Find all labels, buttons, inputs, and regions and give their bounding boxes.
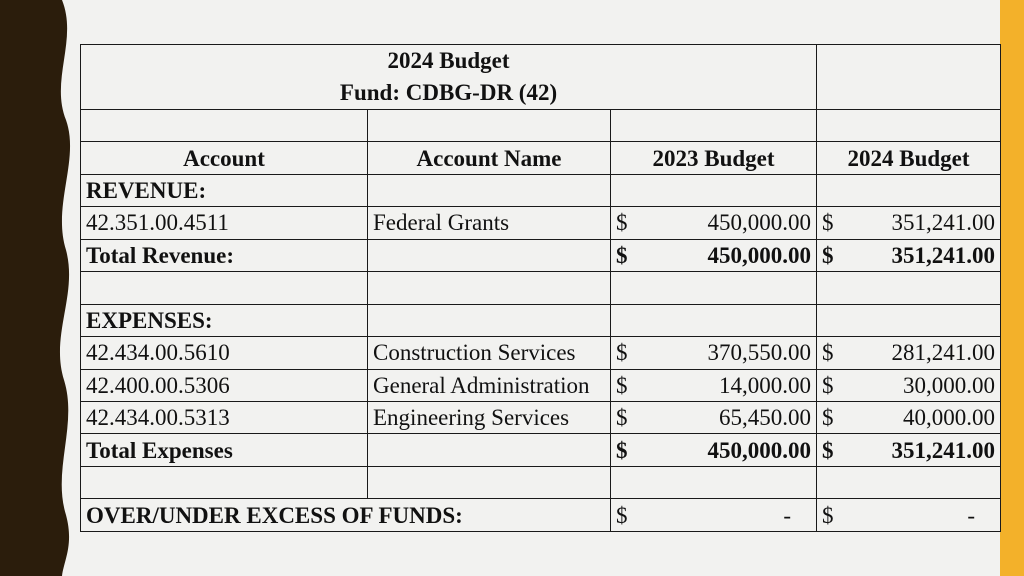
amount-2023: 450,000.00: [707, 210, 812, 236]
currency-symbol: $: [616, 210, 628, 236]
currency-symbol: $: [822, 340, 834, 366]
total-expenses-2023: 450,000.00: [707, 437, 812, 463]
account-name: Federal Grants: [368, 207, 611, 239]
account-number: 42.351.00.4511: [81, 207, 368, 239]
table-row: [81, 401, 1001, 433]
spacer-row: [81, 109, 1001, 141]
currency-symbol: $: [822, 502, 834, 528]
currency-symbol: $: [616, 340, 628, 366]
header-2023-budget: 2023 Budget: [611, 142, 817, 174]
currency-symbol: $: [822, 405, 834, 431]
expenses-section-row: [81, 304, 1001, 336]
currency-symbol: $: [822, 242, 834, 268]
currency-symbol: $: [822, 437, 834, 463]
accent-bar: [1000, 0, 1024, 576]
total-revenue-2023: 450,000.00: [707, 242, 812, 268]
over-under-label: OVER/UNDER EXCESS OF FUNDS:: [81, 499, 611, 532]
total-expenses-label: Total Expenses: [81, 434, 368, 466]
table-row: [81, 207, 1001, 239]
account-name: Engineering Services: [368, 401, 611, 433]
amount-2024: 40,000.00: [903, 405, 996, 431]
spacer-row: [81, 272, 1001, 304]
over-under-2023: -: [783, 502, 792, 528]
fund-label: Fund: CDBG-DR (42): [81, 77, 817, 109]
expenses-label: EXPENSES:: [81, 304, 368, 336]
over-under-2024: -: [967, 502, 976, 528]
amount-2023: 14,000.00: [719, 372, 812, 398]
account-name: General Administration: [368, 369, 611, 401]
amount-2024: 351,241.00: [891, 210, 996, 236]
over-under-row: [81, 499, 1001, 532]
fund-row: [81, 77, 1001, 109]
total-expenses-2024: 351,241.00: [891, 437, 996, 463]
currency-symbol: $: [616, 242, 628, 268]
currency-symbol: $: [822, 210, 834, 236]
account-number: 42.434.00.5313: [81, 401, 368, 433]
total-expenses-row: [81, 434, 1001, 466]
decorative-wavy-band: [0, 0, 80, 576]
header-account: Account: [81, 142, 368, 174]
revenue-label: REVENUE:: [81, 174, 368, 206]
currency-symbol: $: [822, 372, 834, 398]
currency-symbol: $: [616, 437, 628, 463]
amount-2024: 30,000.00: [903, 372, 996, 398]
table-row: [81, 337, 1001, 369]
revenue-section-row: [81, 174, 1001, 206]
header-account-name: Account Name: [368, 142, 611, 174]
spacer-row: [81, 466, 1001, 498]
currency-symbol: $: [616, 405, 628, 431]
account-number: 42.434.00.5610: [81, 337, 368, 369]
budget-title: 2024 Budget: [81, 45, 817, 77]
title-row: [81, 45, 1001, 77]
total-revenue-2024: 351,241.00: [891, 242, 996, 268]
table-row: [81, 369, 1001, 401]
account-name: Construction Services: [368, 337, 611, 369]
amount-2023: 370,550.00: [707, 340, 812, 366]
currency-symbol: $: [616, 502, 628, 528]
header-2024-budget: 2024 Budget: [817, 142, 1001, 174]
amount-2024: 281,241.00: [891, 340, 996, 366]
budget-table: [80, 44, 1001, 532]
total-revenue-label: Total Revenue:: [81, 239, 368, 271]
total-revenue-row: [81, 239, 1001, 271]
amount-2023: 65,450.00: [719, 405, 812, 431]
header-row: [81, 142, 1001, 174]
account-number: 42.400.00.5306: [81, 369, 368, 401]
currency-symbol: $: [616, 372, 628, 398]
